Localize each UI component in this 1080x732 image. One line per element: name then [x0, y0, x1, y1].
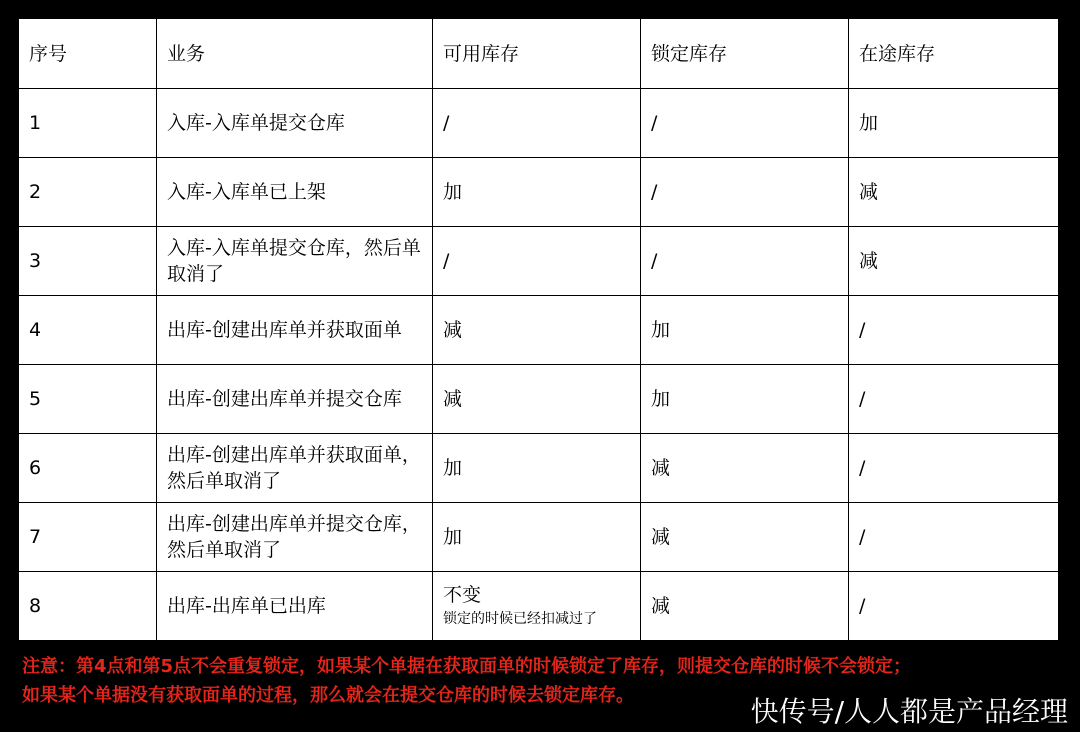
- cell-locked: 减: [641, 503, 849, 572]
- cell-locked: 减: [641, 434, 849, 503]
- table-row: [19, 503, 1059, 572]
- cell-available: 减: [433, 365, 641, 434]
- cell-business: 入库-入库单提交仓库，然后单取消了: [157, 227, 433, 296]
- table-row: [19, 572, 1059, 641]
- cell-available: 减: [433, 296, 641, 365]
- table-header-row: [19, 19, 1059, 89]
- cell-business: 入库-入库单已上架: [157, 158, 433, 227]
- inventory-table: [18, 18, 1059, 641]
- cell-available: [433, 572, 641, 641]
- cell-locked: /: [641, 227, 849, 296]
- attention-note-line1: 注意：第4点和第5点不会重复锁定，如果某个单据在获取面单的时候锁定了库存，则提交仓库的时候不会锁定；: [22, 656, 912, 677]
- cell-available: 加: [433, 434, 641, 503]
- cell-transit: /: [849, 365, 1059, 434]
- header-available-stock: 可用库存: [433, 19, 641, 89]
- cell-no: 3: [19, 227, 157, 296]
- header-no: 序号: [19, 19, 157, 89]
- cell-no: 7: [19, 503, 157, 572]
- source-watermark: 快传号/人人都是产品经理: [750, 695, 1068, 728]
- cell-no: 6: [19, 434, 157, 503]
- cell-business: 出库-创建出库单并提交仓库，然后单取消了: [157, 503, 433, 572]
- cell-locked: /: [641, 89, 849, 158]
- cell-locked: /: [641, 158, 849, 227]
- cell-transit: 减: [849, 227, 1059, 296]
- cell-transit: /: [849, 503, 1059, 572]
- table-row: [19, 434, 1059, 503]
- header-business: 业务: [157, 19, 433, 89]
- cell-available: 加: [433, 503, 641, 572]
- cell-locked: 加: [641, 296, 849, 365]
- cell-locked: 减: [641, 572, 849, 641]
- cell-no: 1: [19, 89, 157, 158]
- table-row: [19, 296, 1059, 365]
- cell-business: 出库-创建出库单并获取面单: [157, 296, 433, 365]
- table-row: [19, 227, 1059, 296]
- cell-available: /: [433, 89, 641, 158]
- cell-transit: /: [849, 572, 1059, 641]
- cell-transit: /: [849, 434, 1059, 503]
- cell-no: 8: [19, 572, 157, 641]
- cell-business: 入库-入库单提交仓库: [157, 89, 433, 158]
- attention-note-line2: 如果某个单据没有获取面单的过程，那么就会在提交仓库的时候去锁定库存。: [22, 685, 634, 706]
- table-row: [19, 158, 1059, 227]
- cell-available: /: [433, 227, 641, 296]
- cell-no: 5: [19, 365, 157, 434]
- cell-no: 4: [19, 296, 157, 365]
- header-locked-stock: 锁定库存: [641, 19, 849, 89]
- cell-available-note: 锁定的时候已经扣减过了: [443, 611, 597, 627]
- cell-transit: 加: [849, 89, 1059, 158]
- cell-business: 出库-出库单已出库: [157, 572, 433, 641]
- cell-business: 出库-创建出库单并获取面单，然后单取消了: [157, 434, 433, 503]
- cell-available-value: 不变: [443, 584, 482, 606]
- cell-transit: /: [849, 296, 1059, 365]
- table-row: [19, 365, 1059, 434]
- cell-locked: 加: [641, 365, 849, 434]
- cell-available: 加: [433, 158, 641, 227]
- cell-no: 2: [19, 158, 157, 227]
- table-row: [19, 89, 1059, 158]
- cell-transit: 减: [849, 158, 1059, 227]
- header-in-transit-stock: 在途库存: [849, 19, 1059, 89]
- cell-business: 出库-创建出库单并提交仓库: [157, 365, 433, 434]
